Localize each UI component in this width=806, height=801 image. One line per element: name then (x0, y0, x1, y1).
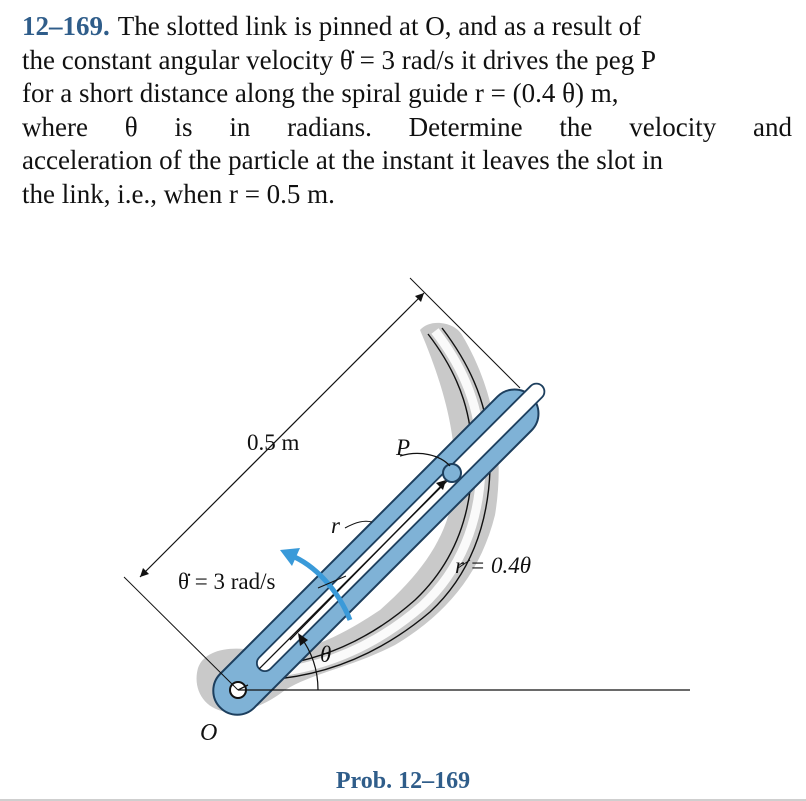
peg-label: P (396, 435, 411, 460)
spiral-label: r = 0.4θ (455, 553, 532, 578)
angular-velocity-label: θ̇ = 3 rad/s (178, 569, 276, 594)
problem-line-6: the link, i.e., when r = 0.5 m. (22, 178, 335, 209)
length-label: 0.5 m (247, 430, 300, 455)
radius-label: r (331, 513, 340, 538)
problem-line-2: the constant angular velocity θ̇ = 3 rad/s it drives the peg P (22, 44, 657, 75)
theta-label: θ (320, 642, 332, 667)
problem-number: 12–169. (22, 11, 110, 41)
problem-line-4: where θ is in radians. Determine the velocity and (22, 111, 792, 142)
peg-p (443, 464, 461, 482)
problem-line-5: acceleration of the particle at the instant it leaves the slot in (22, 145, 663, 175)
problem-line-1: 12–169. The slotted link is pinned at O, and as a result of (22, 11, 642, 41)
problem-line-3: for a short distance along the spiral guide r = (0.4 θ) m, (22, 78, 619, 108)
figure-caption: Prob. 12–169 (335, 768, 471, 794)
origin-label: O (200, 720, 218, 746)
